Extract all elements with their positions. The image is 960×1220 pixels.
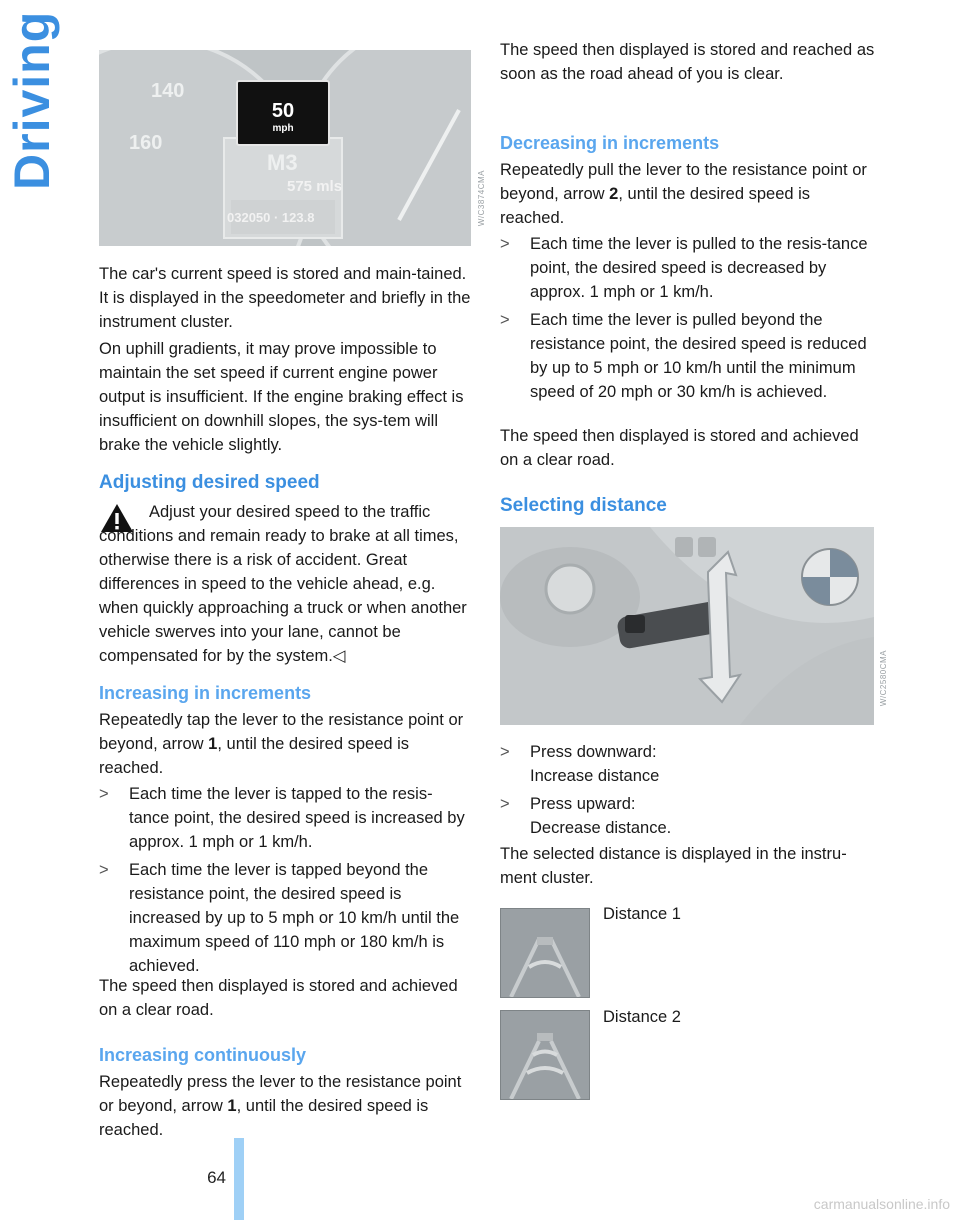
model-label: M3 xyxy=(267,150,298,175)
distance-1-icon xyxy=(501,909,589,997)
bullet-line: Decrease distance. xyxy=(530,819,672,837)
list-item xyxy=(99,782,471,854)
warning-text xyxy=(99,500,471,668)
paragraph-dist-after: The selected distance is displayed in the instru-ment cluster. xyxy=(500,845,847,887)
text-part: , until the desired speed is reached. xyxy=(99,735,410,777)
paragraph-uphill: On uphill gradients, it may prove impossible to maintain the set speed if current engine power output is insufficient. If the engine braking effect is insufficient on downhill slopes, the sys-tem will brake the vehicle slightly. xyxy=(99,340,464,454)
bullet-line: Increase distance xyxy=(530,767,660,785)
bullet-marker: > xyxy=(500,311,510,329)
list-item xyxy=(99,858,471,978)
bullet-line: Press downward: xyxy=(530,743,657,761)
list-item xyxy=(500,792,876,840)
text-part: Repeatedly press the lever to the resistance point or beyond, arrow xyxy=(99,1073,462,1115)
bullet-text: Each time the lever is tapped to the resis-tance point, the desired speed is increased by approx. 1 mph or 1 km/h. xyxy=(129,785,465,851)
paragraph-dec-intro xyxy=(500,158,876,230)
list-item xyxy=(500,232,876,304)
bullet-text xyxy=(530,792,876,840)
list-item xyxy=(500,308,876,404)
lever-illustration xyxy=(500,527,874,725)
bullet-text xyxy=(530,740,876,788)
watermark: carmanualsonline.info xyxy=(813,1196,950,1212)
set-speed-unit: mph xyxy=(272,123,294,134)
paragraph-inc-cont xyxy=(99,1070,471,1142)
lever-figure-code: W/C2580CMA xyxy=(879,650,888,707)
distance-1-figure xyxy=(500,908,590,998)
text-part: Repeatedly pull the lever to the resistance point or beyond, arrow xyxy=(500,161,867,203)
text-part: Repeatedly tap the lever to the resistance point or beyond, arrow xyxy=(99,711,464,753)
paragraph-inc-steps-intro xyxy=(99,708,471,780)
heading-selecting-distance: Selecting distance xyxy=(500,495,667,516)
bullet-marker: > xyxy=(99,861,109,879)
arrow-number: 1 xyxy=(227,1097,237,1115)
odometer-readout: 032050 · 123.8 xyxy=(227,210,315,225)
instrument-cluster-figure xyxy=(99,50,471,246)
text-part: , until the desired speed is reached. xyxy=(500,185,811,227)
bullet-line: Press upward: xyxy=(530,795,636,813)
distance-2-icon xyxy=(501,1011,589,1099)
heading-decreasing-increments: Decreasing in increments xyxy=(500,133,720,153)
arrow-number: 1 xyxy=(208,735,218,753)
distance-2-label: Distance 2 xyxy=(603,1008,681,1026)
paragraph-dec-after: The speed then displayed is stored and achieved on a clear road. xyxy=(500,427,859,469)
bullet-marker: > xyxy=(500,235,510,253)
bullet-text: Each time the lever is pulled to the resis-tance point, the desired speed is decreased by approx. 1 mph or 1 km/h. xyxy=(530,235,868,301)
warning-body: Adjust your desired speed to the traffic conditions and remain ready to brake at all times, otherwise there is a risk of accident. Great differences in speed to the vehicle ahead, e.g. when quickly approaching a truck or when another vehicle swerves into your lane, cannot be compensated for by the system. xyxy=(99,503,467,665)
section-title: Driving xyxy=(4,10,60,190)
set-speed-value: 50 xyxy=(271,100,295,122)
footer-bar xyxy=(234,1138,244,1220)
text-part: , until the desired speed is reached. xyxy=(99,1097,429,1139)
end-of-warning-marker: ◁ xyxy=(332,647,346,665)
bullet-marker: > xyxy=(500,795,510,813)
paragraph-inc-after: The speed then displayed is stored and achieved on a clear road. xyxy=(99,977,458,1019)
list-item xyxy=(500,740,876,788)
range-readout: 575 mls xyxy=(287,178,343,195)
distance-1-label: Distance 1 xyxy=(603,905,681,923)
bullet-text: Each time the lever is pulled beyond the resistance point, the desired speed is reduced by up to 5 mph or 10 km/h until the minimum speed of 20 mph or 30 km/h is achieved. xyxy=(530,311,867,401)
heading-increasing-increments: Increasing in increments xyxy=(99,683,312,703)
heading-increasing-continuously: Increasing continuously xyxy=(99,1045,307,1065)
paragraph-speed-reached: The speed then displayed is stored and reached as soon as the road ahead of you is clear. xyxy=(500,41,875,83)
speedo-label-140: 140 xyxy=(151,80,185,102)
bullet-marker: > xyxy=(500,743,510,761)
steering-lever-figure xyxy=(500,527,874,725)
cluster-figure-code: W/C3874CMA xyxy=(477,170,486,227)
heading-adjusting-speed: Adjusting desired speed xyxy=(99,472,320,493)
page-number: 64 xyxy=(207,1168,226,1187)
speedo-label-160: 160 xyxy=(129,132,163,154)
arrow-number: 2 xyxy=(609,185,619,203)
paragraph-speed-stored: The car's current speed is stored and main-tained. It is displayed in the speedometer and briefly in the instrument cluster. xyxy=(99,265,471,331)
bullet-marker: > xyxy=(99,785,109,803)
bullet-text: Each time the lever is tapped beyond the resistance point, the desired speed is increased by up to 5 mph or 10 km/h until the maximum speed of 110 mph or 180 km/h is achieved. xyxy=(129,861,460,975)
distance-2-figure xyxy=(500,1010,590,1100)
